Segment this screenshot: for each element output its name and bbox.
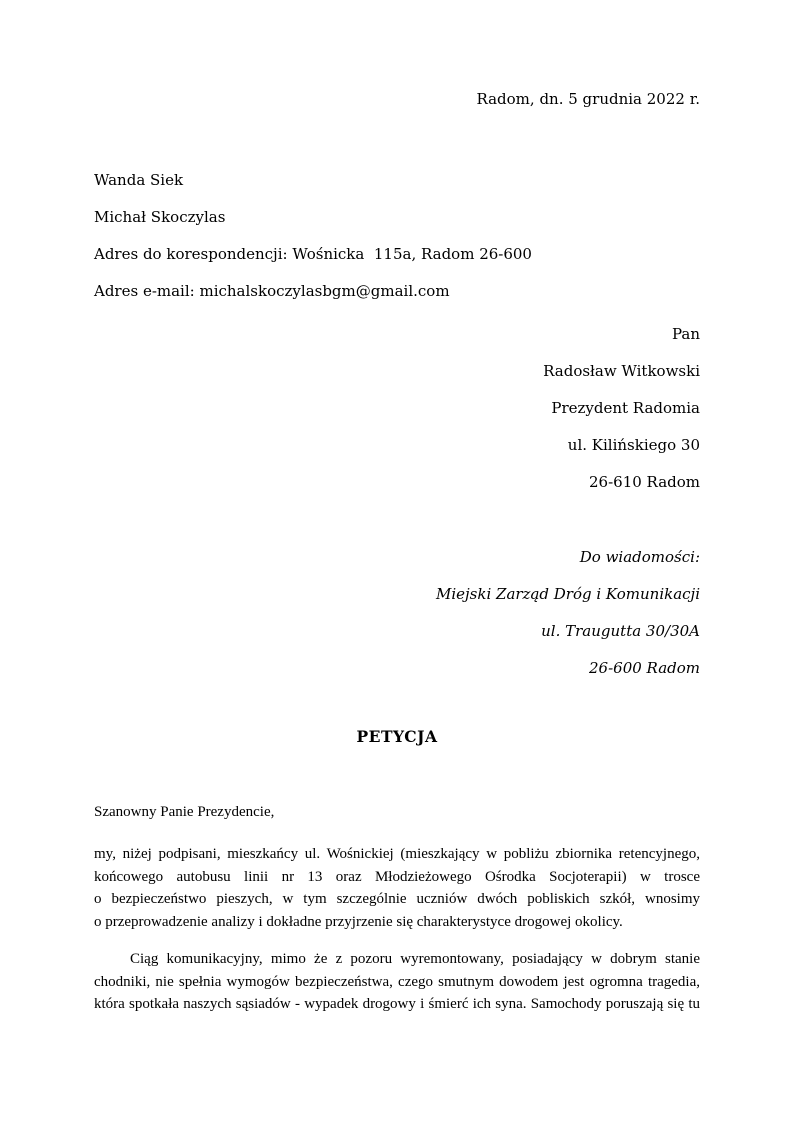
date-line: Radom, dn. 5 grudnia 2022 r. — [476, 90, 700, 108]
recipient-city: 26-610 Radom — [589, 473, 700, 491]
cc-street: ul. Traugutta 30/30A — [541, 622, 700, 640]
paragraph-line: która spotkała naszych sąsiadów - wypadek drogowy i śmierć ich syna. Samochody poruszają się tu — [94, 996, 700, 1012]
recipient-block — [94, 316, 700, 501]
cc-organization: Miejski Zarząd Dróg i Komunikacji — [435, 585, 700, 603]
recipient-role: Prezydent Radomia — [551, 399, 700, 417]
cc-block — [94, 539, 700, 687]
second-paragraph — [94, 948, 700, 1016]
paragraph-line: chodniki, nie spełnia wymogów bezpieczeństwa, czego smutnym dowodem jest ogromna tragedia, — [94, 973, 700, 990]
paragraph-line: końcowego autobusu linii nr 13 oraz Młodzieżowego Ośrodka Socjoterapii) w trosce — [94, 868, 700, 885]
paragraph-line: o bezpieczeństwo pieszych, w tym szczególnie uczniów dwóch pobliskich szkół, wnosimy — [94, 891, 700, 907]
recipient-street: ul. Kilińskiego 30 — [567, 436, 700, 454]
sender-name-1: Wanda Siek — [94, 171, 184, 189]
sender-email-address: Adres e-mail: michalskoczylasbgm@gmail.com — [94, 282, 450, 300]
recipient-honorific: Pan — [671, 325, 700, 343]
cc-heading: Do wiadomości: — [579, 548, 700, 566]
recipient-name: Radosław Witkowski — [543, 362, 700, 380]
paragraph-line: Ciąg komunikacyjny, mimo że z pozoru wyremontowany, posiadający w dobrym stanie — [130, 951, 700, 967]
sender-block — [94, 162, 700, 310]
cc-city: 26-600 Radom — [589, 659, 700, 677]
paragraph-line: o przeprowadzenie analizy i dokładne przyjrzenie się charakterystyce drogowej okolicy. — [94, 913, 623, 930]
sender-name-2: Michał Skoczylas — [94, 208, 226, 226]
document-title: PETYCJA — [356, 727, 438, 746]
sender-postal-address: Adres do korespondencji: Wośnicka 115a, Radom 26-600 — [94, 245, 532, 263]
first-paragraph — [94, 843, 700, 933]
salutation: Szanowny Panie Prezydencie, — [94, 804, 275, 820]
paragraph-line: my, niżej podpisani, mieszkańcy ul. Wośnickiej (mieszkający w pobliżu zbiornika retencyjnego, — [94, 846, 700, 862]
